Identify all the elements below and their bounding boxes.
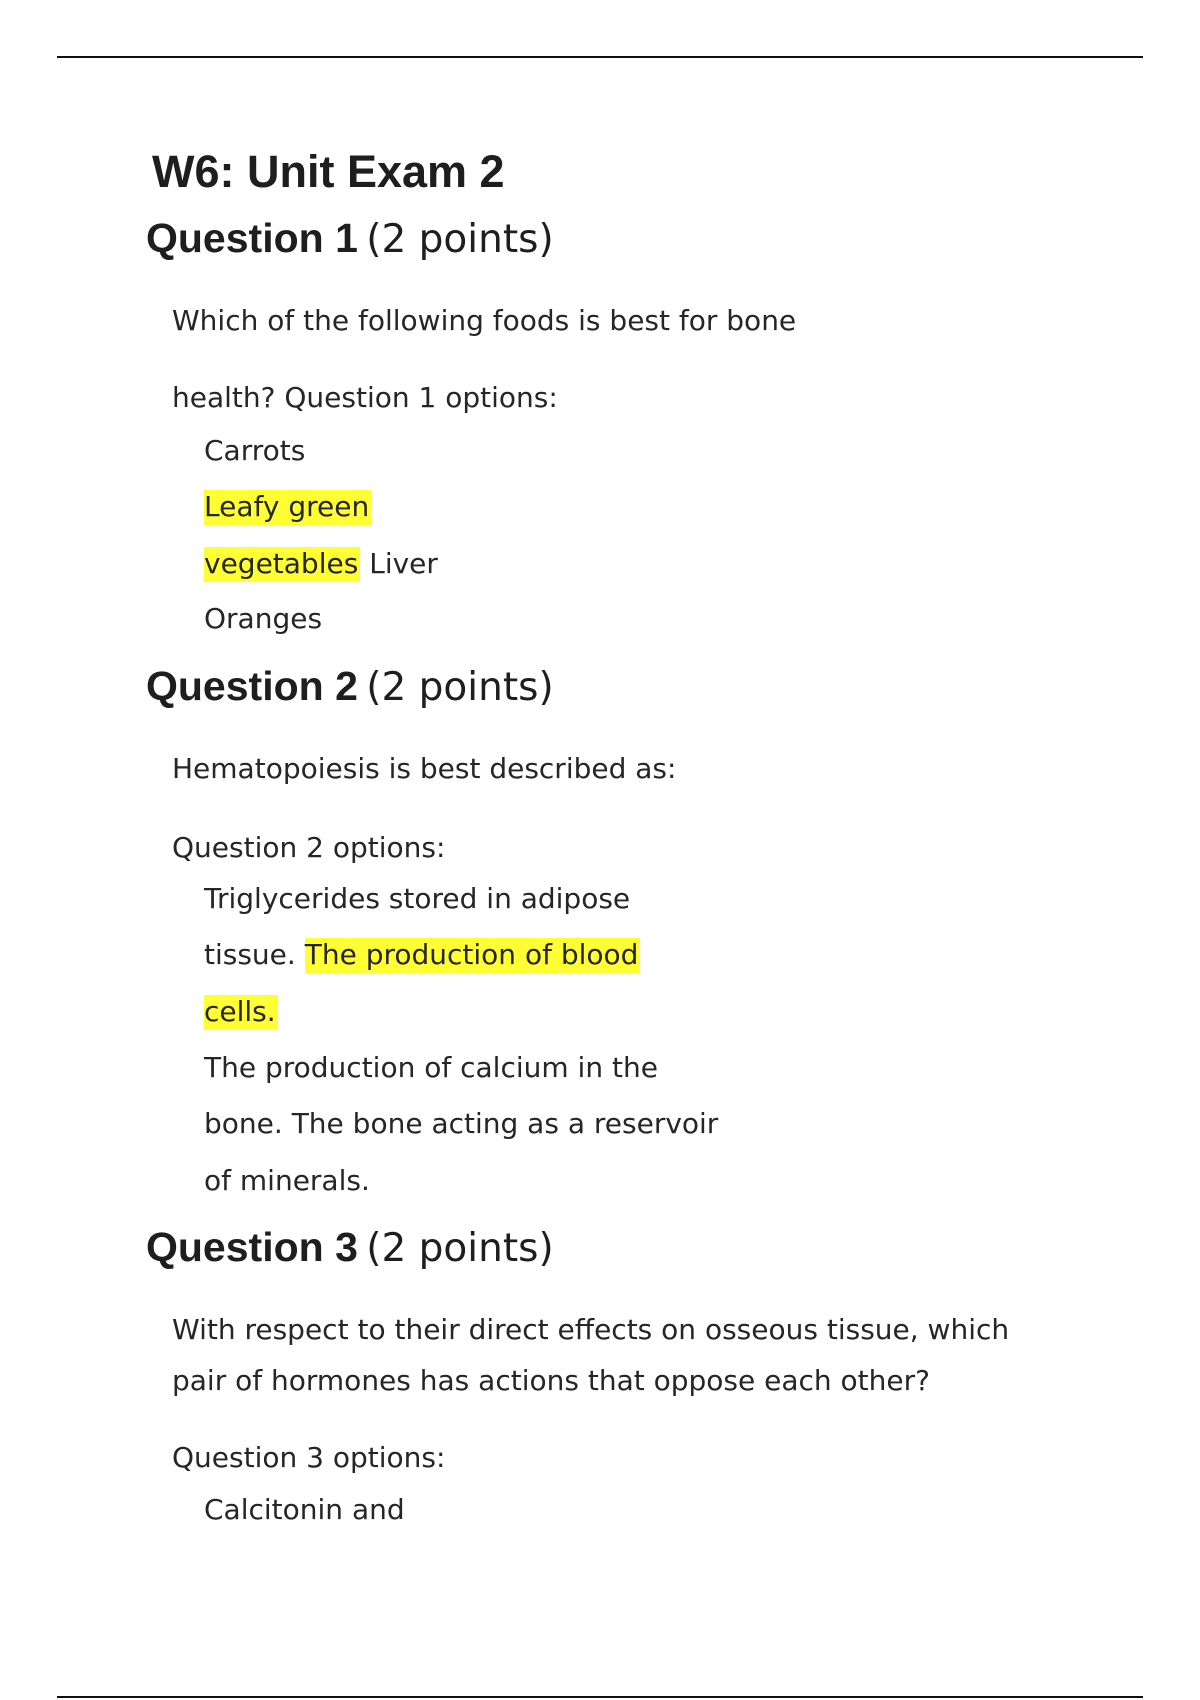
bottom-rule (57, 1696, 1143, 1698)
answer-highlight: The production of blood (304, 938, 639, 971)
question-1-option-vegetables-liver-line[interactable] (204, 545, 438, 583)
question-3-points: (2 points) (366, 1226, 554, 1271)
question-3-options-label: Question 3 options: (172, 1441, 446, 1474)
question-3-prompt-line-1: With respect to their direct effects on osseous tissue, which (172, 1313, 1010, 1346)
question-1-option-leafy-green-line[interactable] (204, 488, 371, 526)
question-3-prompt-line-2: pair of hormones has actions that oppose each other? (172, 1364, 931, 1397)
question-2-option-minerals[interactable]: of minerals. (204, 1164, 370, 1197)
question-2-option-line-2[interactable] (204, 936, 640, 974)
answer-highlight: Leafy green (204, 490, 370, 523)
question-3-option-calcitonin[interactable]: Calcitonin and (204, 1493, 405, 1526)
question-2-option-triglycerides[interactable]: Triglycerides stored in adipose (204, 882, 631, 915)
question-3-heading (146, 1221, 554, 1279)
top-rule (57, 56, 1143, 58)
question-2-options-label: Question 2 options: (172, 831, 446, 864)
answer-highlight: cells. (204, 995, 276, 1028)
question-1-heading (146, 212, 554, 270)
question-2-option-tissue: tissue. (204, 938, 296, 971)
question-2-option-calcium[interactable]: The production of calcium in the (204, 1051, 658, 1084)
question-2-option-bone: bone. (204, 1107, 283, 1140)
question-1-option-oranges[interactable]: Oranges (204, 602, 323, 635)
question-2-option-reservoir: The bone acting as a reservoir (291, 1107, 719, 1140)
question-2-prompt: Hematopoiesis is best described as: (172, 752, 677, 785)
question-1-prompt-line-1: Which of the following foods is best for bone (172, 304, 797, 337)
question-1-prompt-line-2: health? Question 1 options: (172, 381, 558, 414)
question-2-option-line-3[interactable] (204, 993, 278, 1031)
question-1-option-liver: Liver (369, 547, 438, 580)
question-2-label: Question 2 (146, 663, 358, 709)
question-2-heading (146, 660, 554, 718)
question-3-label: Question 3 (146, 1224, 358, 1270)
question-1-option-carrots[interactable]: Carrots (204, 434, 306, 467)
question-2-points: (2 points) (366, 665, 554, 710)
page-title: W6: Unit Exam 2 (152, 146, 505, 197)
question-2-option-line-5[interactable] (204, 1105, 718, 1143)
question-1-label: Question 1 (146, 215, 358, 261)
answer-highlight: vegetables (204, 547, 359, 580)
question-1-points: (2 points) (366, 217, 554, 262)
